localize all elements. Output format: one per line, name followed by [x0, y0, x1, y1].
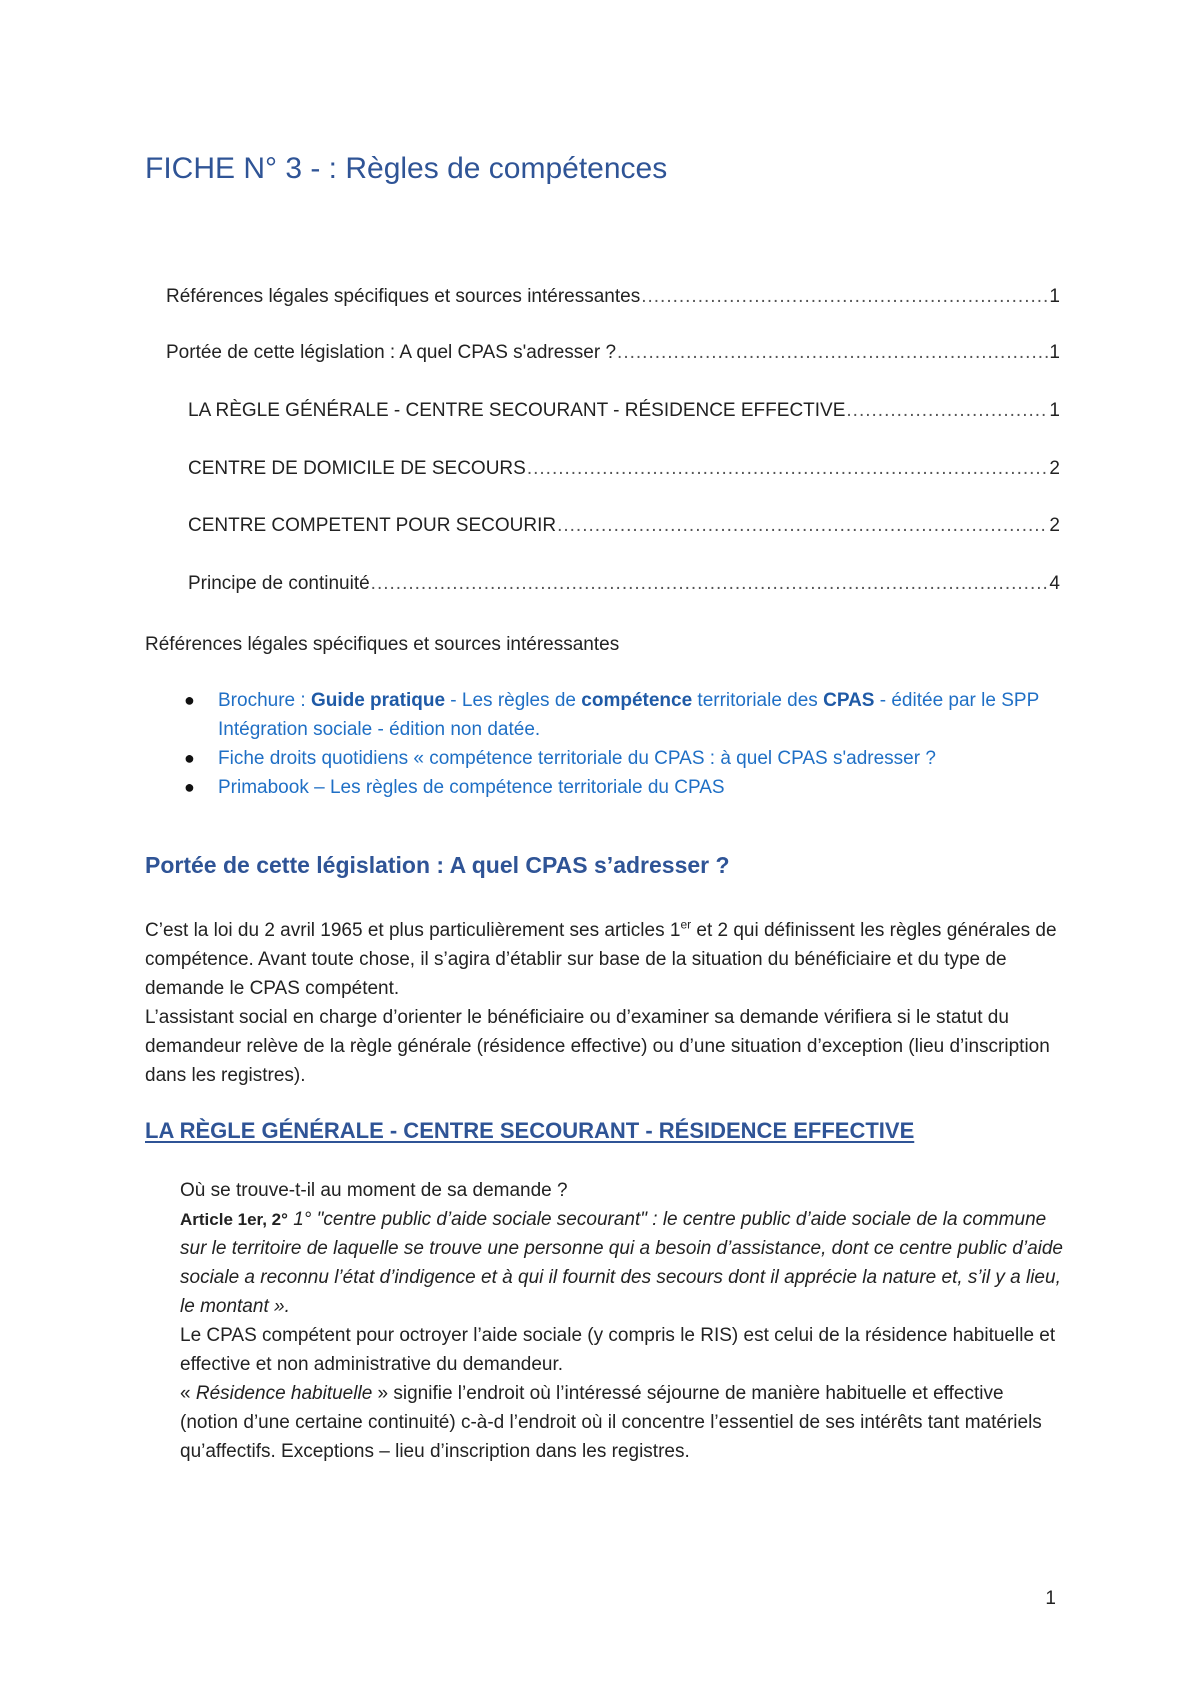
section-heading: Portée de cette législation : A quel CPAS s’adresser ?	[145, 852, 730, 878]
link-text-bold: compétence	[581, 690, 693, 711]
bullet-icon: ●	[184, 777, 195, 797]
toc-entry-label: Principe de continuité	[188, 573, 370, 594]
toc-entry[interactable]	[188, 573, 1060, 595]
toc-leader	[846, 400, 1048, 422]
link-text: - éditée par le SPP Intégration sociale - édition non datée.	[218, 690, 1039, 740]
paragraph: Où se trouve-t-il au moment de sa demande ?	[180, 1180, 568, 1201]
text-run: » signifie l’endroit où l’intéressé séjourne de manière habituelle et effective (notion d’une certaine continuité) c-à-d l’endroit où il concentre l’essentiel de ses intérêts tant matériels qu’affectifs. Exceptions – lieu d’inscription dans les registres.	[180, 1383, 1042, 1462]
section-body	[180, 1176, 1065, 1466]
article-text: 1° "centre public d’aide sociale secourant" : le centre public d’aide sociale de la commune sur le territoire de laquelle se trouve une personne qui a besoin d’assistance, dont ce centre public d’aide sociale a reconnu l’état d’indigence et à qui il fournit des secours dont il apprécie la nature et, s’il y a lieu, le montant ».	[180, 1209, 1063, 1317]
references-heading: Références légales spécifiques et sources intéressantes	[145, 634, 620, 655]
toc-entry-page: 4	[1049, 573, 1060, 594]
bullet-icon: ●	[184, 748, 195, 768]
link-text: territoriale des	[692, 690, 824, 711]
paragraph	[145, 916, 1060, 1003]
text-run: «	[180, 1383, 196, 1404]
toc-entry-label: LA RÈGLE GÉNÉRALE - CENTRE SECOURANT - RÉSIDENCE EFFECTIVE	[188, 400, 846, 421]
page-number: 1	[1045, 1588, 1056, 1609]
toc-leader	[371, 573, 1049, 595]
toc-entry[interactable]	[188, 400, 1060, 422]
toc-leader	[617, 342, 1048, 364]
paragraph: Le CPAS compétent pour octroyer l’aide sociale (y compris le RIS) est celui de la résidence habituelle et effective et non administrative du demandeur.	[180, 1325, 1056, 1375]
article-quote	[180, 1205, 1065, 1321]
link-text: Brochure :	[218, 690, 311, 711]
toc-entry[interactable]	[188, 458, 1060, 480]
paragraph: L’assistant social en charge d’orienter le bénéficiaire ou d’examiner sa demande vérifiera si le statut du demandeur relève de la règle générale (résidence effective) ou d’une situation d’exception (lieu d’inscription dans les registres).	[145, 1007, 1050, 1086]
toc-entry-label: CENTRE COMPETENT POUR SECOURIR	[188, 515, 557, 536]
section-body	[145, 916, 1060, 1090]
superscript: er	[680, 917, 692, 932]
list-item[interactable]	[180, 686, 1060, 744]
text-run: C’est la loi du 2 avril 1965 et plus particulièrement ses articles 1	[145, 920, 681, 941]
link-text: Fiche droits quotidiens « compétence territoriale du CPAS : à quel CPAS s'adresser ?	[218, 748, 936, 769]
toc-entry-page: 2	[1049, 515, 1060, 536]
toc-entry-label: Portée de cette législation : A quel CPAS s'adresser ?	[166, 342, 617, 363]
toc-entry-label: CENTRE DE DOMICILE DE SECOURS	[188, 458, 526, 479]
toc-leader	[641, 286, 1048, 308]
article-label: Article 1er, 2°	[180, 1210, 288, 1229]
toc-entry-page: 1	[1049, 342, 1060, 363]
bullet-icon: ●	[184, 690, 195, 710]
toc-leader	[527, 458, 1049, 480]
list-item[interactable]	[180, 773, 1060, 802]
link-text-bold: Guide pratique	[310, 690, 446, 711]
list-item[interactable]	[180, 744, 1060, 773]
toc-entry-page: 2	[1049, 458, 1060, 479]
section-heading-link[interactable]: LA RÈGLE GÉNÉRALE - CENTRE SECOURANT - RÉSIDENCE EFFECTIVE	[145, 1118, 915, 1143]
toc-leader	[557, 515, 1048, 537]
toc-entry[interactable]	[166, 286, 1060, 308]
link-text: - Les règles de	[445, 690, 582, 711]
document-title: FICHE N° 3 - : Règles de compétences	[145, 152, 668, 185]
toc-entry[interactable]	[188, 515, 1060, 537]
references-list	[180, 686, 1060, 802]
toc-entry[interactable]	[166, 342, 1060, 364]
toc-entry-page: 1	[1049, 400, 1060, 421]
term: Résidence habituelle	[195, 1383, 373, 1404]
toc-entry-label: Références légales spécifiques et sources intéressantes	[166, 286, 641, 307]
link-text-bold: CPAS	[823, 690, 875, 711]
link-text: Primabook – Les règles de compétence territoriale du CPAS	[218, 777, 725, 798]
toc-entry-page: 1	[1049, 286, 1060, 307]
text-run: et 2 qui définissent les règles générales de compétence. Avant toute chose, il s’agira d’établir sur base de la situation du bénéficiaire et du type de demande le CPAS compétent.	[145, 920, 1057, 999]
paragraph	[180, 1379, 1065, 1466]
